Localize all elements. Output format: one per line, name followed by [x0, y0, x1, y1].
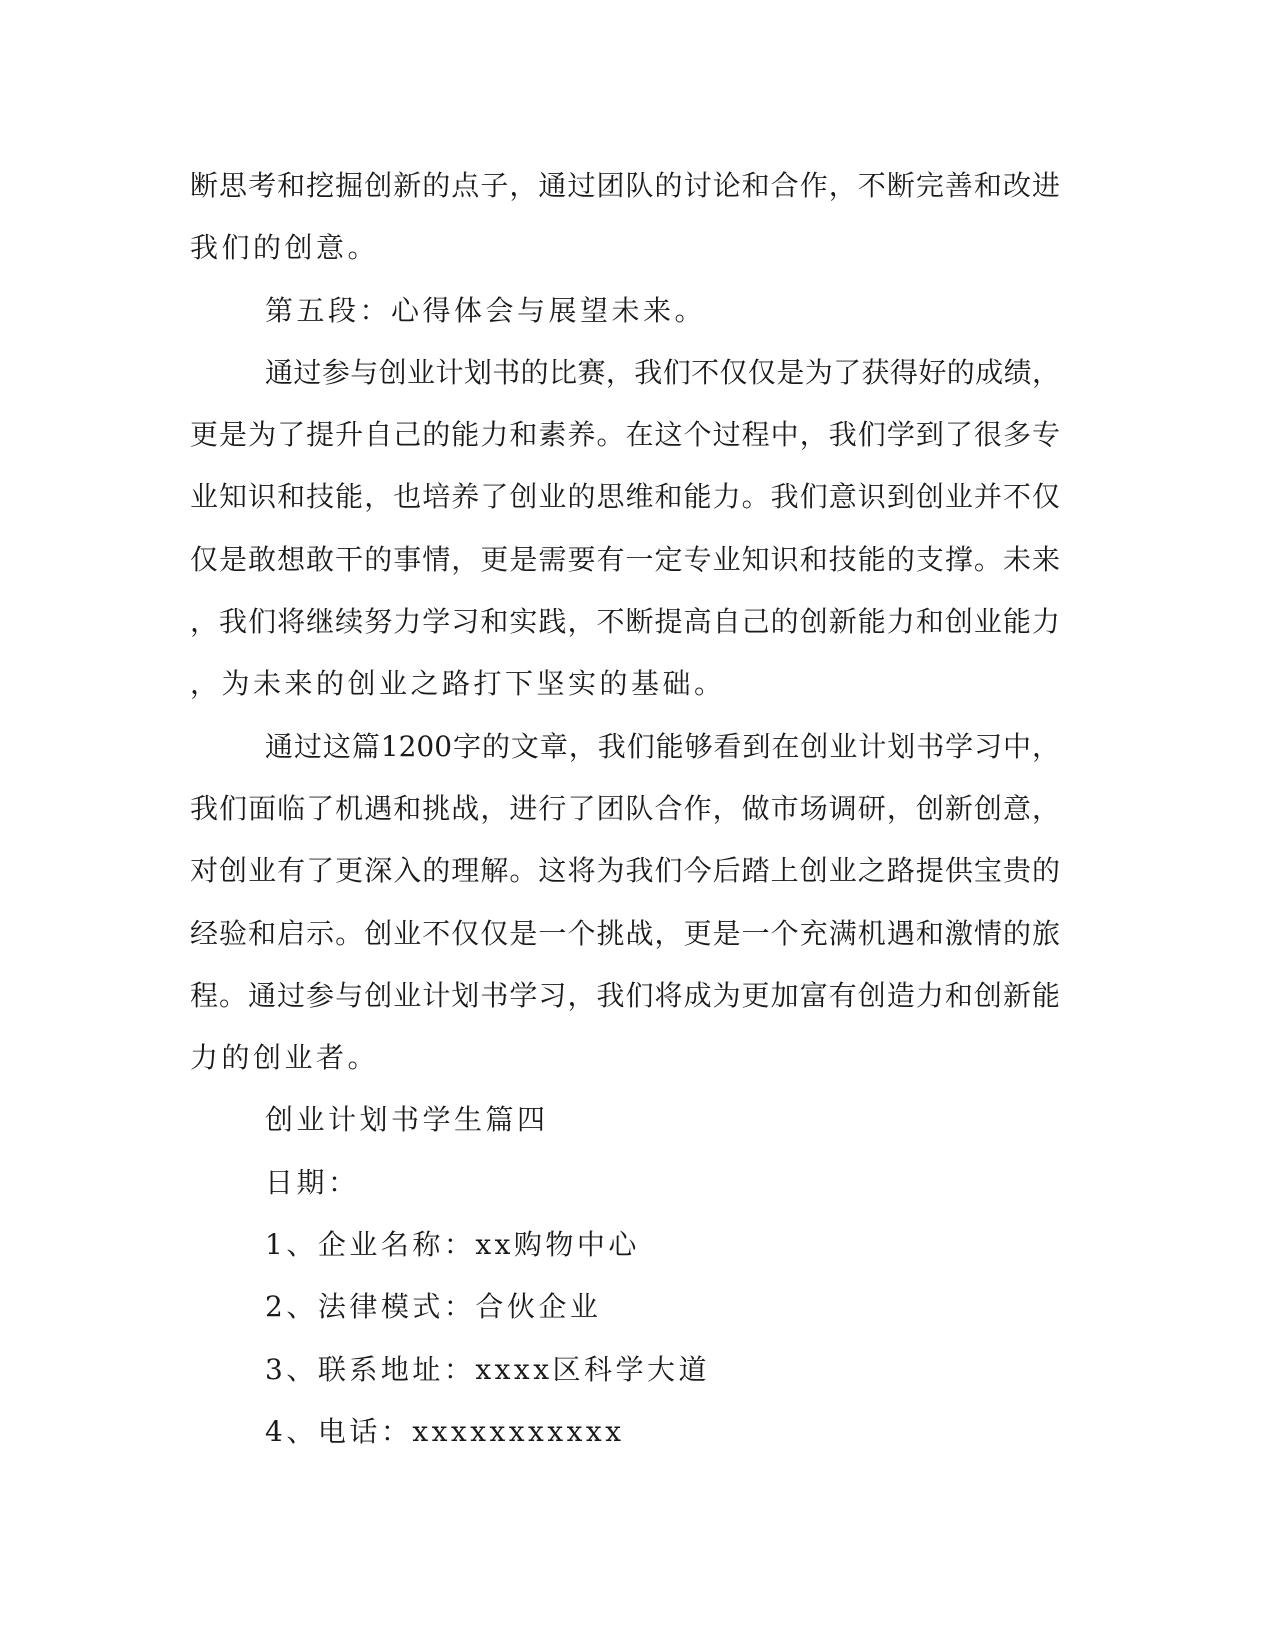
text-line: 业知识和技能，也培养了创业的思维和能力。我们意识到创业并不仅: [190, 480, 1060, 514]
section-title: 创业计划书学生篇四: [265, 1103, 549, 1137]
text-line: 通过参与创业计划书的比赛，我们不仅仅是为了获得好的成绩，: [265, 355, 1060, 389]
text-line: 通过这篇1200字的文章，我们能够看到在创业计划书学习中，: [265, 729, 1060, 763]
text-line: 经验和启示。创业不仅仅是一个挑战，更是一个充满机遇和激情的旅: [190, 916, 1060, 950]
text-line: ，我们将继续努力学习和实践，不断提高自己的创新能力和创业能力: [190, 605, 1060, 639]
text-line: 我们面临了机遇和挑战，进行了团队合作，做市场调研，创新创意，: [190, 791, 1060, 825]
text-line: 我们的创意。: [190, 231, 380, 265]
text-line: 程。通过参与创业计划书学习，我们将成为更加富有创造力和创新能: [190, 978, 1060, 1012]
text-line: 对创业有了更深入的理解。这将为我们今后踏上创业之路提供宝贵的: [190, 854, 1060, 888]
list-item-phone: 4、电话：xxxxxxxxxxx: [265, 1414, 625, 1448]
section-heading: 第五段：心得体会与展望未来。: [265, 293, 707, 327]
text-line: 仅是敢想敢干的事情，更是需要有一定专业知识和技能的支撑。未来: [190, 542, 1060, 576]
text-line: 断思考和挖掘创新的点子，通过团队的讨论和合作，不断完善和改进: [190, 169, 1060, 202]
list-item-address: 3、联系地址：xxxx区科学大道: [265, 1352, 710, 1386]
text-line: 力的创业者。: [190, 1041, 380, 1075]
text-line: 更是为了提升自己的能力和素养。在这个过程中，我们学到了很多专: [190, 418, 1060, 452]
list-item-legal-form: 2、法律模式：合伙企业: [265, 1290, 602, 1324]
list-item-company-name: 1、企业名称：xx购物中心: [265, 1228, 640, 1262]
date-label: 日期：: [265, 1165, 360, 1199]
document-body: [190, 155, 1060, 1463]
text-line: ，为未来的创业之路打下坚实的基础。: [190, 667, 726, 701]
